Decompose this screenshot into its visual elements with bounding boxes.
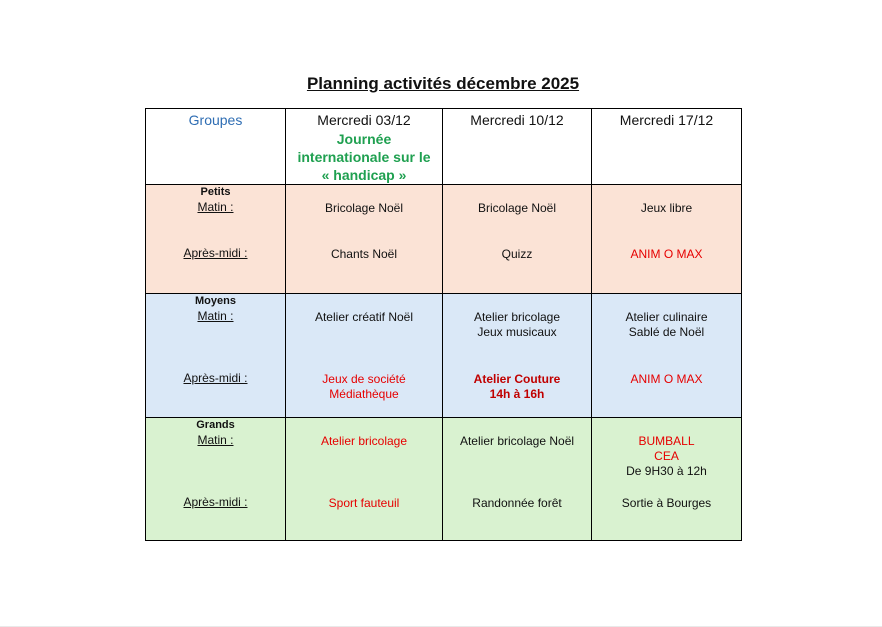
activity-afternoon: ANIM O MAX <box>630 372 703 386</box>
activity-morning: Jeux libre <box>640 201 693 215</box>
day-date: Mercredi 03/12 <box>317 112 411 128</box>
activity-morning: Atelier bricolage Noël <box>459 434 575 448</box>
activity-cell <box>286 185 443 294</box>
activity-morning: CEA <box>654 449 679 463</box>
header-day-3 <box>592 109 742 185</box>
activity-cell <box>286 418 443 541</box>
afternoon-label: Après-midi : <box>183 371 248 385</box>
group-cell <box>146 185 286 294</box>
group-row-petits <box>146 185 742 294</box>
activity-afternoon: 14h à 16h <box>489 387 545 401</box>
activity-morning: Sablé de Noël <box>628 325 705 339</box>
activity-morning: Bricolage Noël <box>324 201 404 215</box>
group-cell <box>146 418 286 541</box>
morning-label: Matin : <box>197 200 234 214</box>
group-name: Moyens <box>195 295 236 307</box>
activity-morning: BUMBALL <box>638 434 695 448</box>
page-title: Planning activités décembre 2025 <box>306 74 580 93</box>
morning-label: Matin : <box>197 309 234 323</box>
note-line: internationale sur le <box>297 149 431 165</box>
planning-table <box>145 108 742 541</box>
activity-cell <box>443 294 592 418</box>
activity-afternoon: Chants Noël <box>330 247 398 261</box>
activity-afternoon: Sortie à Bourges <box>621 496 712 510</box>
group-row-grands <box>146 418 742 541</box>
day-date: Mercredi 10/12 <box>470 112 564 128</box>
note-line: « handicap » <box>321 167 407 183</box>
activity-morning: Atelier culinaire <box>625 310 708 324</box>
header-row <box>146 109 742 185</box>
activity-afternoon: Quizz <box>501 247 533 261</box>
morning-label: Matin : <box>197 433 234 447</box>
activity-afternoon: Jeux de société <box>322 372 406 386</box>
activity-cell <box>443 418 592 541</box>
activity-morning: Jeux musicaux <box>477 325 557 339</box>
activity-afternoon: Médiathèque <box>329 387 399 401</box>
activity-cell <box>592 185 742 294</box>
activity-cell <box>286 294 443 418</box>
activity-afternoon: Atelier Couture <box>473 372 561 386</box>
activity-afternoon: Sport fauteuil <box>328 496 400 510</box>
activity-morning: Atelier bricolage <box>473 310 561 324</box>
activity-morning: Atelier bricolage <box>320 434 408 448</box>
activity-cell <box>592 418 742 541</box>
activity-morning: De 9H30 à 12h <box>626 464 707 478</box>
header-groups <box>146 109 286 185</box>
group-row-moyens <box>146 294 742 418</box>
afternoon-label: Après-midi : <box>183 246 248 260</box>
header-day-2 <box>443 109 592 185</box>
header-day-1 <box>286 109 443 185</box>
activity-afternoon: ANIM O MAX <box>630 247 703 261</box>
activity-morning: Bricolage Noël <box>477 201 557 215</box>
group-cell <box>146 294 286 418</box>
activity-morning: Atelier créatif Noël <box>314 310 414 324</box>
activity-afternoon: Randonnée forêt <box>472 496 562 510</box>
activity-cell <box>592 294 742 418</box>
group-name: Grands <box>196 419 235 431</box>
activity-cell <box>443 185 592 294</box>
groups-label: Groupes <box>188 112 243 128</box>
note-line: Journée <box>336 131 392 147</box>
group-name: Petits <box>200 186 231 198</box>
afternoon-label: Après-midi : <box>183 495 248 509</box>
day-note <box>286 130 442 184</box>
day-date: Mercredi 17/12 <box>619 112 714 128</box>
